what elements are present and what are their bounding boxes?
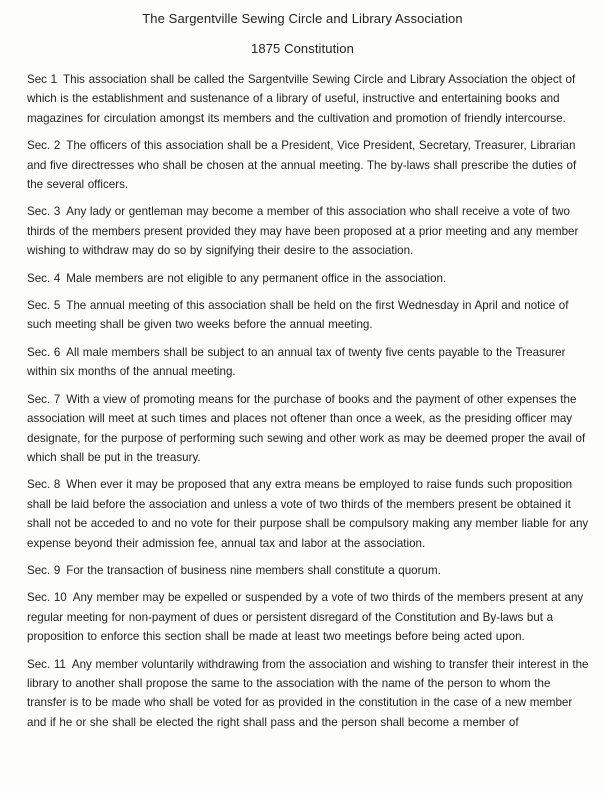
section-text: When ever it may be proposed that any extra means be employed to raise funds such proposition shall be laid before the association and unless a vote of two thirds of the members present be obtained it shall not be acceded to and no vote for their purpose shall be compulsory making any member liable for any expense beyond their admission fee, annual tax and labor at the association. bbox=[27, 478, 589, 550]
constitution-sections bbox=[27, 70, 589, 740]
section-6 bbox=[27, 343, 589, 382]
section-8 bbox=[27, 475, 589, 553]
section-label: Sec. 11 bbox=[27, 657, 66, 671]
section-text: All male members shall be subject to an annual tax of twenty five cents payable to the Treasurer within six months of the annual meeting. bbox=[27, 345, 566, 379]
section-4 bbox=[27, 269, 589, 288]
section-label: Sec. 9 bbox=[27, 563, 61, 577]
section-label: Sec 1 bbox=[27, 73, 58, 86]
section-5 bbox=[27, 296, 589, 335]
section-label: Sec. 3 bbox=[27, 205, 61, 219]
document-title: The Sargentville Sewing Circle and Library Association bbox=[142, 11, 463, 26]
section-text: This association shall be called the Sargentville Sewing Circle and Library Association the object of which is the establishment and sustenance of a library of useful, instructive and entertaining books and magazines for circulation amongst its members and the cultivation and promotion of friendly intercourse. bbox=[27, 73, 576, 125]
section-1 bbox=[27, 70, 589, 128]
section-11 bbox=[27, 655, 589, 733]
section-text: Any member may be expelled or suspended by a vote of two thirds of the members present at any regular meeting for non-payment of dues or persistent disregard of the Constitution and By-laws but a proposition to enforce this section shall be made at least two meetings before being acted upon. bbox=[27, 591, 584, 644]
section-label: Sec. 4 bbox=[27, 271, 61, 285]
document-subtitle: 1875 Constitution bbox=[251, 41, 354, 56]
section-7 bbox=[27, 390, 589, 468]
section-label: Sec. 7 bbox=[27, 392, 61, 406]
section-text: Male members are not eligible to any permanent office in the association. bbox=[66, 271, 447, 285]
section-text: Any member voluntarily withdrawing from the association and wishing to transfer their interest in the library to another shall propose the same to the association with the name of the person to whom the transfer is to be made who shall be voted for as provided in the constitution in the case of a new member and if he or she shall be elected the right shall pass and the person shall become a member of bbox=[27, 657, 589, 729]
section-label: Sec. 10 bbox=[27, 591, 67, 605]
section-3 bbox=[27, 202, 589, 260]
section-10 bbox=[27, 588, 589, 646]
section-label: Sec. 2 bbox=[27, 139, 61, 153]
section-label: Sec. 6 bbox=[27, 345, 61, 359]
section-label: Sec. 5 bbox=[27, 299, 61, 313]
section-label: Sec. 8 bbox=[27, 478, 61, 492]
section-text: The annual meeting of this association shall be held on the first Wednesday in April and notice of such meeting shall be given two weeks before the annual meeting. bbox=[27, 299, 569, 332]
section-9 bbox=[27, 561, 589, 580]
section-text: The officers of this association shall be a President, Vice President, Secretary, Treasurer, Librarian and five directresses who shall be chosen at the annual meeting. The by-laws shall prescribe the duties of the several officers. bbox=[27, 139, 577, 192]
section-2 bbox=[27, 136, 589, 194]
section-text: Any lady or gentleman may become a member of this association who shall receive a vote of two thirds of the members present provided they may have been proposed at a prior meeting and any member wishing to withdraw may do so by signifying their desire to the association. bbox=[27, 205, 579, 258]
section-text: For the transaction of business nine members shall constitute a quorum. bbox=[66, 563, 441, 577]
section-text: With a view of promoting means for the purchase of books and the payment of other expenses the association will meet at such times and places not oftener than once a week, as the presiding officer may designate, for the purpose of performing such sewing and other work as may be deemed proper the avail of which shall be put in the treasury. bbox=[27, 392, 586, 464]
